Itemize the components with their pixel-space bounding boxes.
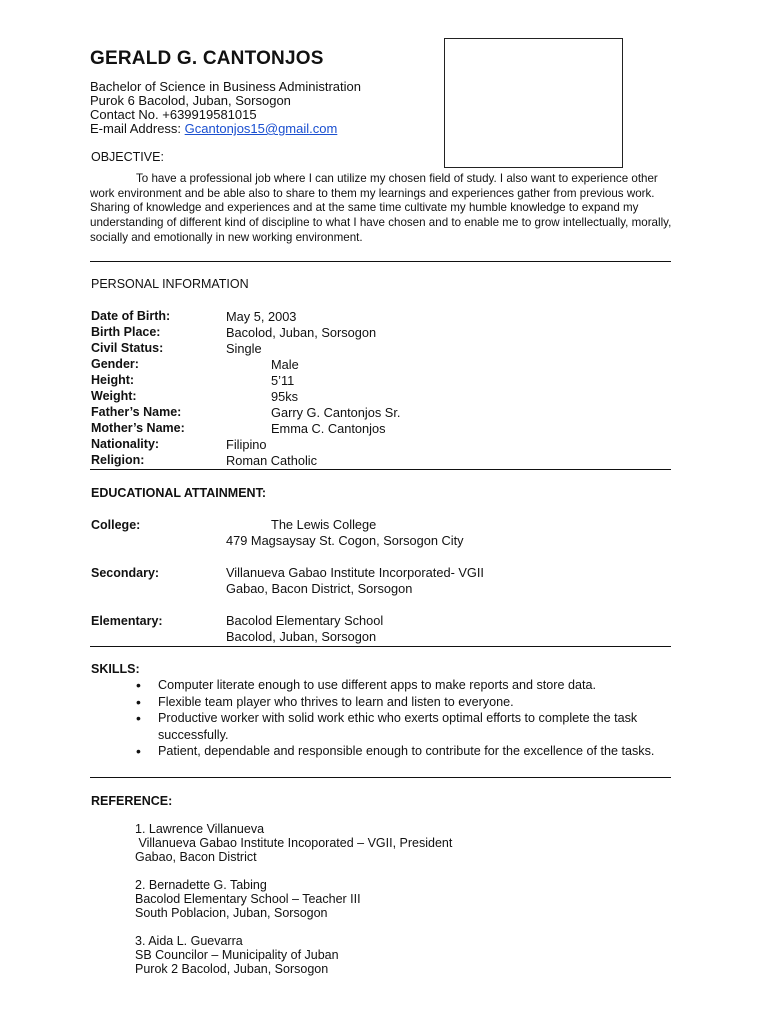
label-religion: Religion: [91,453,145,467]
label-mothers-name: Mother’s Name: [91,421,185,435]
value-weight: 95ks [271,389,299,404]
education-title: EDUCATIONAL ATTAINMENT: [91,486,266,500]
section-divider [90,469,671,470]
value-gender: Male [271,357,299,372]
reference-1-address: Gabao, Bacon District [135,850,257,864]
objective-title: OBJECTIVE: [91,150,164,164]
value-civil-status: Single [226,341,262,356]
contact-line: Contact No. +639919581015 [90,107,257,122]
secondary-school: Villanueva Gabao Institute Incorporated- VGII [226,565,484,580]
elementary-school: Bacolod Elementary School [226,613,384,628]
label-weight: Weight: [91,389,137,403]
value-birth-place: Bacolod, Juban, Sorsogon [226,325,377,340]
reference-3-address: Purok 2 Bacolod, Juban, Sorsogon [135,962,329,976]
reference-2-name: 2. Bernadette G. Tabing [135,878,267,892]
skills-title: SKILLS: [91,662,140,676]
value-date-of-birth: May 5, 2003 [226,309,297,324]
college-school: The Lewis College [271,517,377,532]
skill-item: • Patient, dependable and responsible enough to contribute for the excellence of the tasks. [134,743,674,760]
college-address: 479 Magsaysay St. Cogon, Sorsogon City [226,533,464,548]
label-college: College: [91,518,141,532]
reference-1-position: Villanueva Gabao Institute Incoporated – VGII, President [135,836,453,850]
reference-title: REFERENCE: [91,794,173,808]
label-date-of-birth: Date of Birth: [91,309,171,323]
reference-2-position: Bacolod Elementary School – Teacher III [135,892,361,906]
email-label: E-mail Address: [90,121,185,136]
label-elementary: Elementary: [91,614,163,628]
label-birth-place: Birth Place: [91,325,161,339]
applicant-name: GERALD G. CANTONJOS [90,48,324,69]
reference-1-name: 1. Lawrence Villanueva [135,822,265,836]
value-religion: Roman Catholic [226,453,318,468]
email-line [90,122,337,136]
skill-item: • Productive worker with solid work ethic who exerts optimal efforts to complete the task successfully. [134,710,674,743]
skills-list [134,677,674,760]
section-divider [90,777,671,778]
value-fathers-name: Garry G. Cantonjos Sr. [271,405,401,420]
photo-placeholder [444,38,623,168]
objective-text: To have a professional job where I can utilize my chosen field of study. I also want to experience other work environment and be able also to share to them my learnings and experiences gather from previous work. Sharing of knowledge and experiences and at the same time cultivate my humble knowledge to expand my understanding of different kind of discipline to what I have chosen and to enable me to grow intellectually, morally, socially and emotionally in new working environment. [90,172,672,244]
secondary-address: Gabao, Bacon District, Sorsogon [226,581,413,596]
reference-3-position: SB Councilor – Municipality of Juban [135,948,339,962]
address-line: Purok 6 Bacolod, Juban, Sorsogon [90,93,291,108]
section-divider [90,261,671,262]
degree-line: Bachelor of Science in Business Administration [90,79,361,94]
value-mothers-name: Emma C. Cantonjos [271,421,386,436]
label-fathers-name: Father’s Name: [91,405,182,419]
skill-item: • Computer literate enough to use different apps to make reports and store data. [134,677,674,694]
reference-2-address: South Poblacion, Juban, Sorsogon [135,906,328,920]
reference-3-name: 3. Aida L. Guevarra [135,934,243,948]
section-divider [90,646,671,647]
skill-item: • Flexible team player who thrives to learn and listen to everyone. [134,694,674,711]
label-civil-status: Civil Status: [91,341,164,355]
label-height: Height: [91,373,135,387]
label-nationality: Nationality: [91,437,160,451]
label-gender: Gender: [91,357,139,371]
elementary-address: Bacolod, Juban, Sorsogon [226,629,377,644]
email-link[interactable]: Gcantonjos15@gmail.com [184,121,338,136]
value-height: 5’11 [271,373,295,388]
value-nationality: Filipino [226,437,267,452]
label-secondary: Secondary: [91,566,160,580]
personal-info-title: PERSONAL INFORMATION [91,277,249,291]
